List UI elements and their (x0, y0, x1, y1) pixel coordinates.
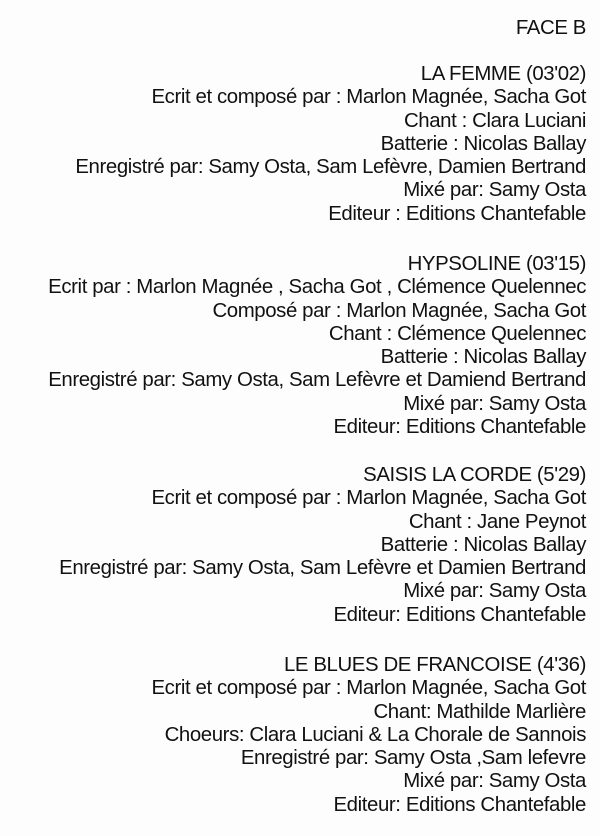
credit-line: Editeur : Editions Chantefable (328, 202, 586, 225)
credit-line: Batterie : Nicolas Ballay (380, 132, 586, 155)
credit-line: Editeur: Editions Chantefable (333, 603, 586, 626)
credit-line: Batterie : Nicolas Ballay (380, 533, 586, 556)
track-title: HYPSOLINE (03'15) (407, 253, 586, 275)
credit-line: Editeur: Editions Chantefable (333, 416, 586, 439)
track-title: SAISIS LA CORDE (5'29) (363, 464, 586, 486)
credit-line: Chant : Clémence Quelennec (328, 322, 586, 345)
credit-line: Chant : Jane Peynot (408, 510, 586, 533)
credit-line: Ecrit et composé par : Marlon Magnée, Sacha Got (151, 487, 586, 510)
credit-line: Mixé par: Samy Osta (403, 179, 586, 202)
credit-line: Ecrit et composé par : Marlon Magnée, Sacha Got (151, 677, 586, 700)
credit-line: Choeurs: Clara Luciani & La Chorale de Sannois (164, 723, 586, 746)
credit-line: Enregistré par: Samy Osta, Sam Lefèvre et Damiend Bertrand (48, 369, 586, 392)
credit-line: Mixé par: Samy Osta (403, 580, 586, 603)
credit-line: Composé par : Marlon Magnée, Sacha Got (212, 299, 586, 322)
credit-line: Mixé par: Samy Osta (403, 392, 586, 415)
credit-line: Chant: Mathilde Marlière (373, 700, 586, 723)
credit-line: Editeur: Editions Chantefable (333, 793, 586, 816)
track-block (0, 253, 586, 439)
track-block (0, 63, 586, 226)
track-title: LA FEMME (03'02) (420, 63, 586, 85)
credit-line: Batterie : Nicolas Ballay (380, 346, 586, 369)
track-block (0, 654, 586, 817)
credit-line: Ecrit par : Marlon Magnée , Sacha Got , Clémence Quelennec (48, 276, 586, 299)
credit-line: Chant : Clara Luciani (403, 109, 586, 132)
credit-line: Enregistré par: Samy Osta, Sam Lefèvre et Damien Bertrand (59, 557, 586, 580)
face-label: FACE B (515, 17, 586, 39)
credit-line: Enregistré par: Samy Osta ,Sam lefevre (240, 747, 586, 770)
credit-line: Enregistré par: Samy Osta, Sam Lefèvre, Damien Bertrand (75, 156, 586, 179)
track-block (0, 464, 586, 627)
credit-line: Mixé par: Samy Osta (403, 770, 586, 793)
credit-line: Ecrit et composé par : Marlon Magnée, Sacha Got (151, 86, 586, 109)
track-title: LE BLUES DE FRANCOISE (4'36) (283, 654, 586, 676)
